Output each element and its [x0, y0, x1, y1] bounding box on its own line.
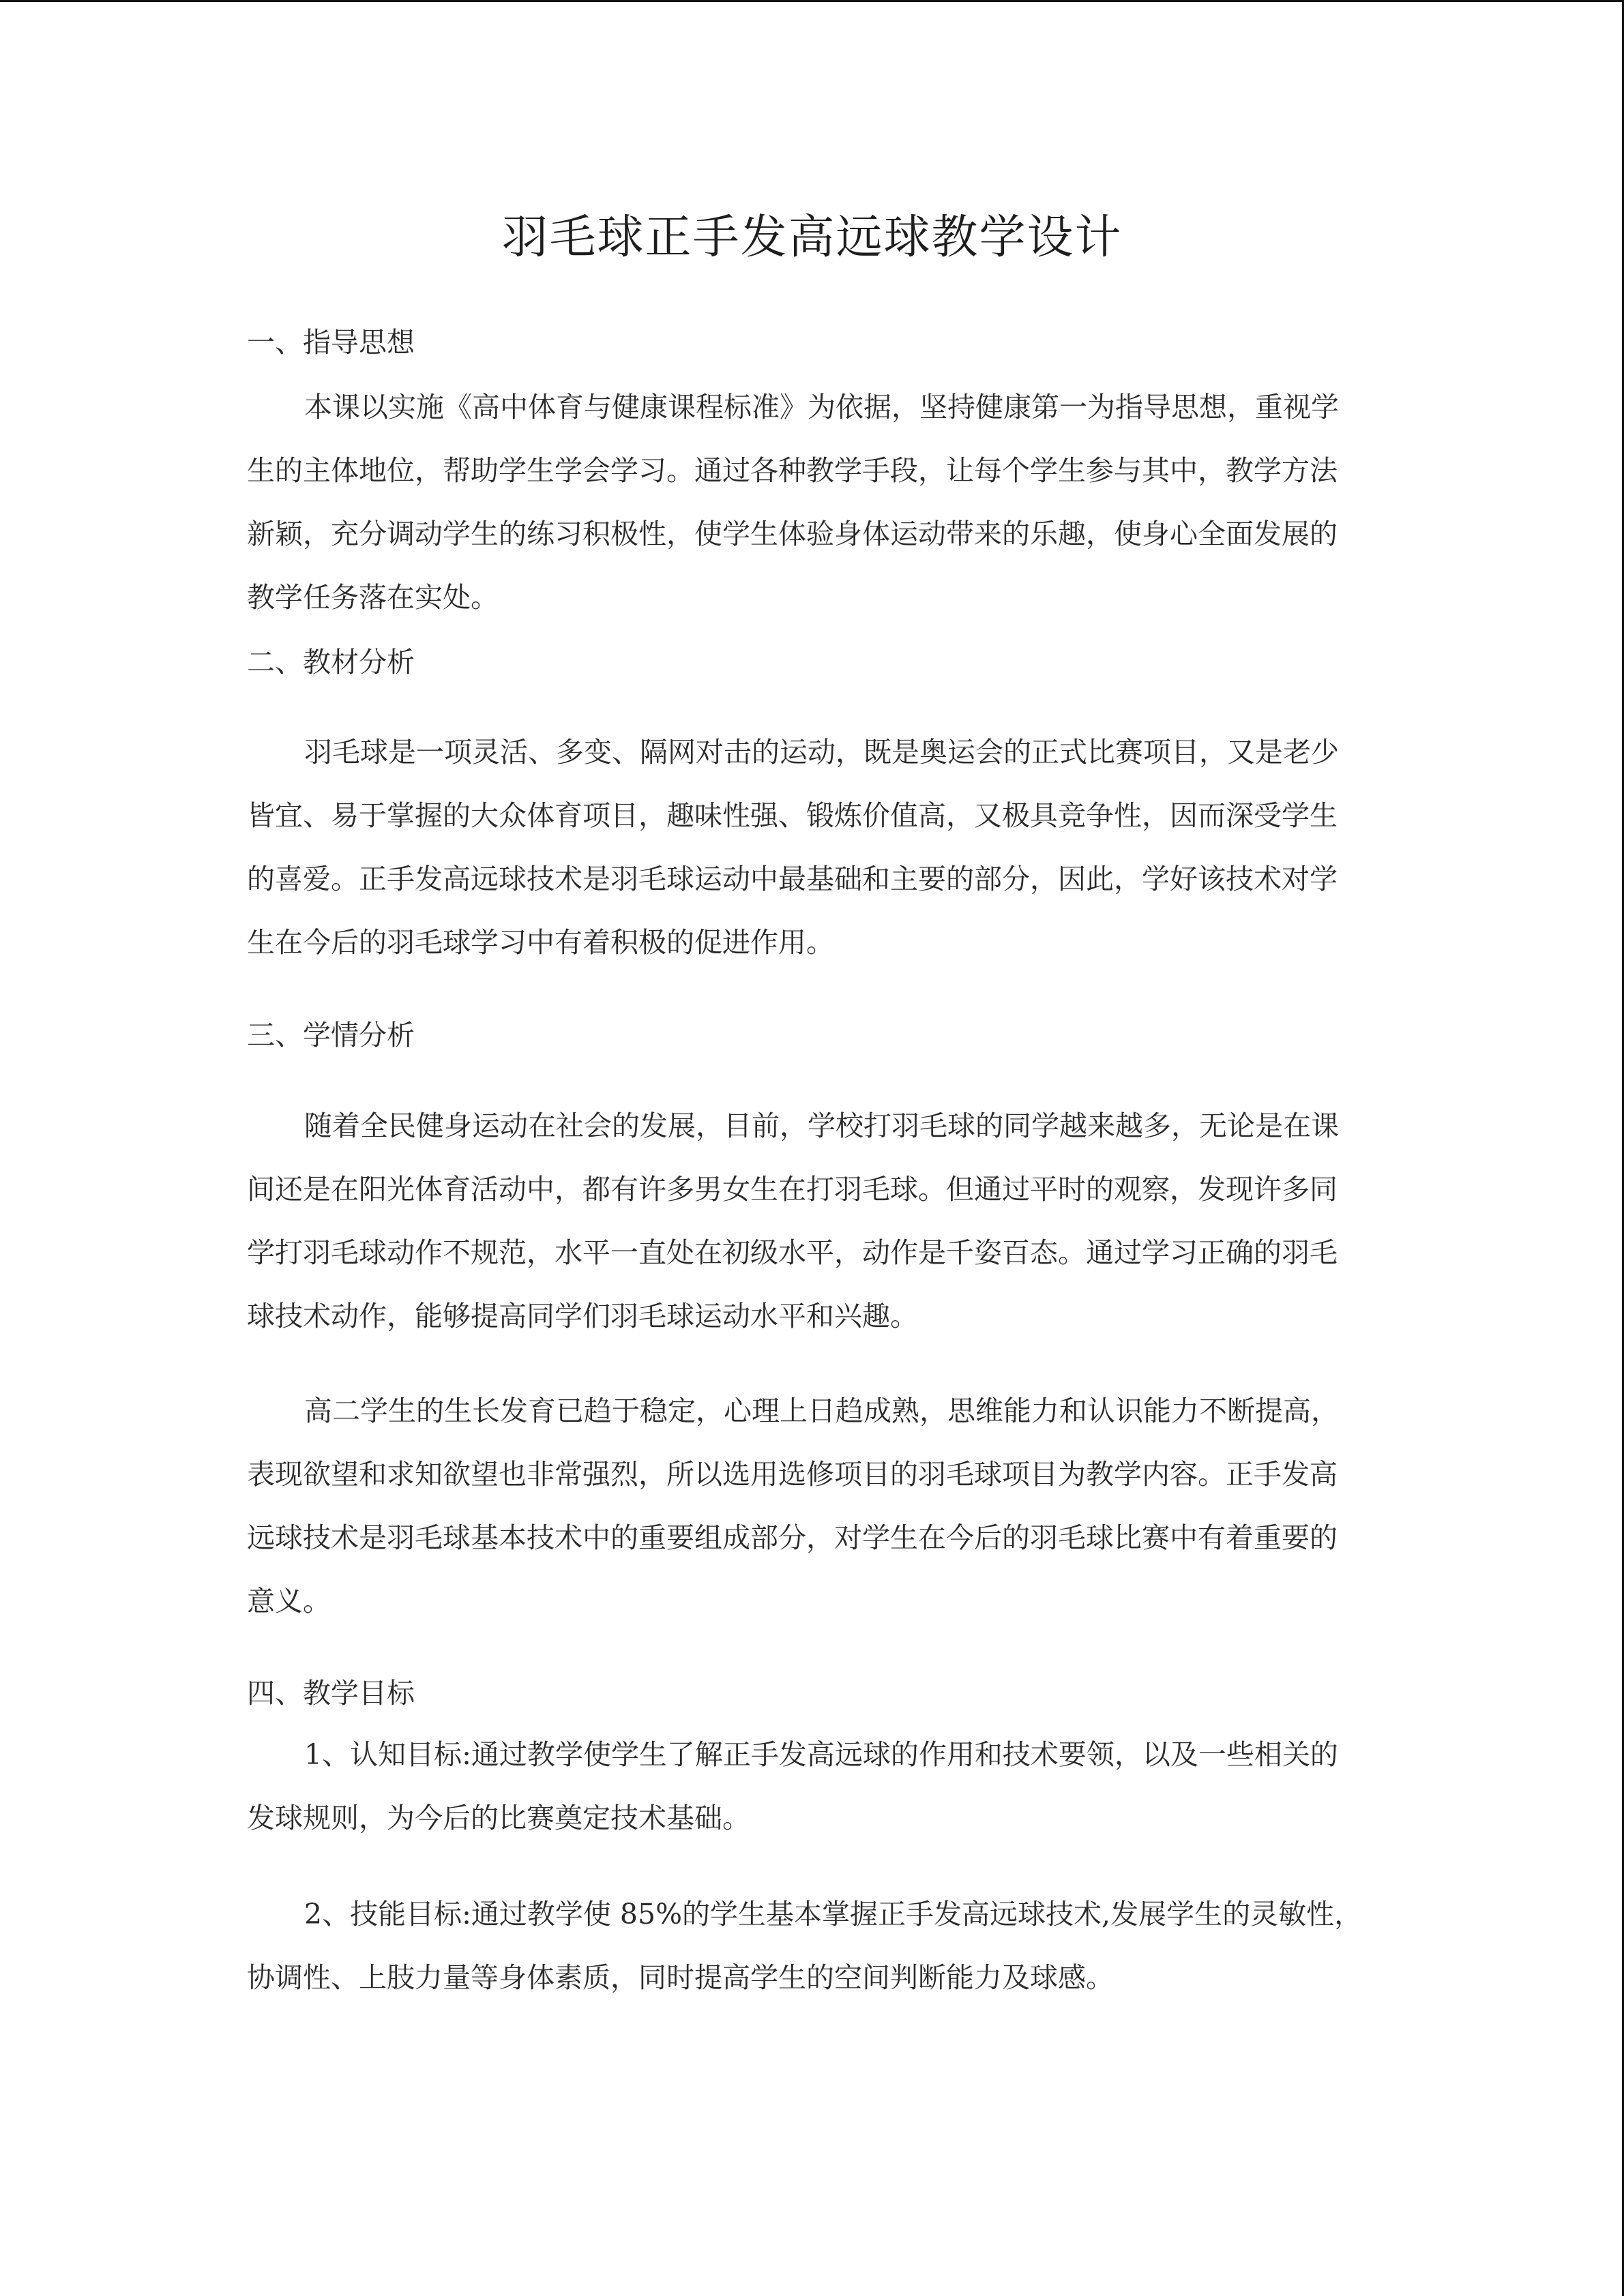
section-heading-1: 一、指导思想 — [247, 326, 415, 359]
section-heading-2: 二、教材分析 — [247, 646, 415, 679]
paragraph-line: 远球技术是羽毛球基本技术中的重要组成部分，对学生在今后的羽毛球比赛中有着重要的 — [247, 1521, 1338, 1554]
section-heading-3: 三、学情分析 — [247, 1019, 415, 1052]
section-heading-4: 四、教学目标 — [247, 1677, 415, 1710]
paragraph-line: 的喜爱。正手发高远球技术是羽毛球运动中最基础和主要的部分，因此，学好该技术对学 — [247, 863, 1338, 895]
paragraph-line: 皆宜、易于掌握的大众体育项目，趣味性强、锻炼价值高，又极具竞争性，因而深受学生 — [247, 799, 1338, 832]
paragraph-line: 生的主体地位，帮助学生学会学习。通过各种教学手段，让每个学生参与其中，教学方法 — [247, 454, 1338, 487]
paragraph-line: 新颖，充分调动学生的练习积极性，使学生体验身体运动带来的乐趣，使身心全面发展的 — [247, 518, 1338, 550]
paragraph-line: 1、认知目标:通过教学使学生了解正手发高远球的作用和技术要领，以及一些相关的 — [304, 1738, 1338, 1771]
paragraph-line: 本课以实施《高中体育与健康课程标准》为依据，坚持健康第一为指导思想，重视学 — [304, 391, 1339, 423]
paragraph-line: 协调性、上肢力量等身体素质，同时提高学生的空间判断能力及球感。 — [247, 1961, 1114, 1994]
paragraph-line: 2、技能目标:通过教学使 85%的学生基本掌握正手发高远球技术,发展学生的灵敏性， — [304, 1898, 1363, 1930]
paragraph-line: 随着全民健身运动在社会的发展，目前，学校打羽毛球的同学越来越多，无论是在课 — [304, 1109, 1339, 1142]
paragraph-line: 间还是在阳光体育活动中，都有许多男女生在打羽毛球。但通过平时的观察，发现许多同 — [247, 1173, 1338, 1206]
paragraph-line: 意义。 — [247, 1585, 331, 1617]
paragraph-line: 羽毛球是一项灵活、多变、隔网对击的运动，既是奥运会的正式比赛项目，又是老少 — [304, 736, 1339, 769]
paragraph-line: 球技术动作，能够提高同学们羽毛球运动水平和兴趣。 — [247, 1300, 918, 1332]
document-title: 羽毛球正手发高远球教学设计 — [501, 211, 1123, 265]
paragraph-line: 学打羽毛球动作不规范，水平一直处在初级水平，动作是千姿百态。通过学习正确的羽毛 — [247, 1236, 1338, 1269]
paragraph-line: 生在今后的羽毛球学习中有着积极的促进作用。 — [247, 926, 834, 959]
paragraph-line: 发球规则，为今后的比赛奠定技术基础。 — [247, 1802, 750, 1834]
paragraph-line: 高二学生的生长发育已趋于稳定，心理上日趋成熟，思维能力和认识能力不断提高， — [304, 1395, 1339, 1427]
paragraph-line: 表现欲望和求知欲望也非常强烈，所以选用选修项目的羽毛球项目为教学内容。正手发高 — [247, 1458, 1338, 1491]
paragraph-line: 教学任务落在实处。 — [247, 581, 499, 614]
